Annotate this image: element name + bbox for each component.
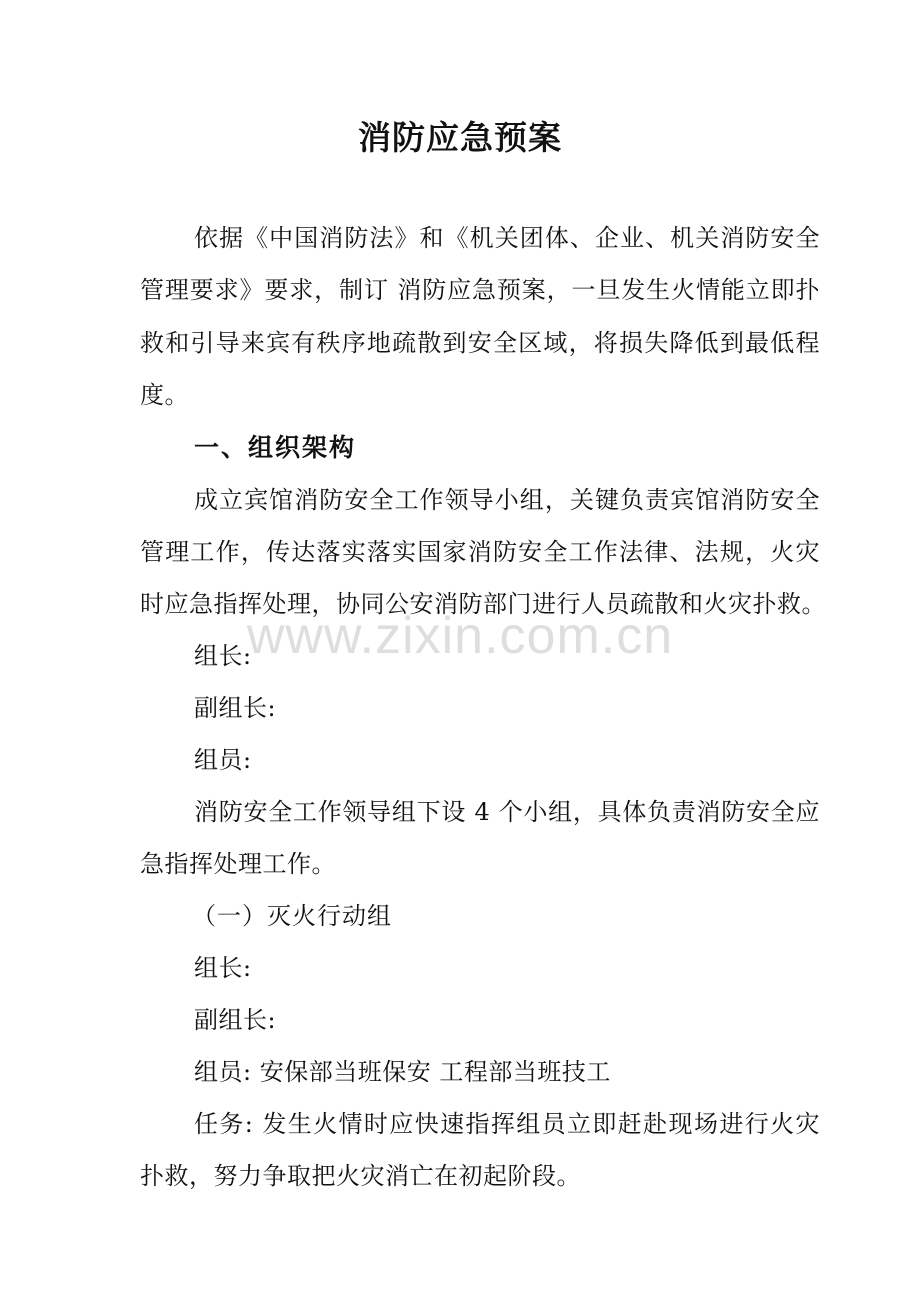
- subgroups-line-2: 急指挥处理工作。: [140, 850, 336, 878]
- intro-line-3: 救和引导来宾有秩序地疏散到安全区域，将损失降低到最低程: [140, 329, 820, 357]
- group1-members-line: 组员: 安保部当班保安 工程部当班技工: [194, 1058, 611, 1086]
- members-label: 组员:: [194, 746, 252, 774]
- watermark-text: www.zixin.com.cn: [246, 607, 674, 665]
- subsection-heading-firefighting-group: （一）灭火行动组: [192, 902, 392, 930]
- intro-line-1: 依据《中国消防法》和《机关团体、企业、机关消防安全: [194, 224, 820, 252]
- deputy-leader-label: 副组长:: [194, 694, 277, 722]
- intro-line-2: 管理要求》要求，制订 消防应急预案，一旦发生火情能立即扑: [140, 276, 820, 304]
- section-heading-organization: 一、组织架构: [194, 433, 357, 462]
- section1-body-line-2: 管理工作，传达落实落实国家消防安全工作法律、法规，火灾: [140, 538, 820, 566]
- document-title: 消防应急预案: [358, 118, 562, 157]
- subgroups-line-1: 消防安全工作领导组下设 4 个小组，具体负责消防安全应: [194, 798, 820, 826]
- section1-body-line-1: 成立宾馆消防安全工作领导小组，关键负责宾馆消防安全: [194, 486, 820, 514]
- section1-body-line-3: 时应急指挥处理，协同公安消防部门进行人员疏散和火灾扑救。: [140, 590, 826, 618]
- leader-label: 组长:: [194, 642, 252, 670]
- group1-deputy-leader-label: 副组长:: [194, 1006, 277, 1034]
- group1-task-line-2: 扑救，努力争取把火灾消亡在初起阶段。: [140, 1162, 581, 1190]
- group1-leader-label: 组长:: [194, 954, 252, 982]
- group1-task-line-1: 任务: 发生火情时应快速指挥组员立即赶赴现场进行火灾: [194, 1110, 820, 1138]
- intro-line-4: 度。: [140, 381, 189, 409]
